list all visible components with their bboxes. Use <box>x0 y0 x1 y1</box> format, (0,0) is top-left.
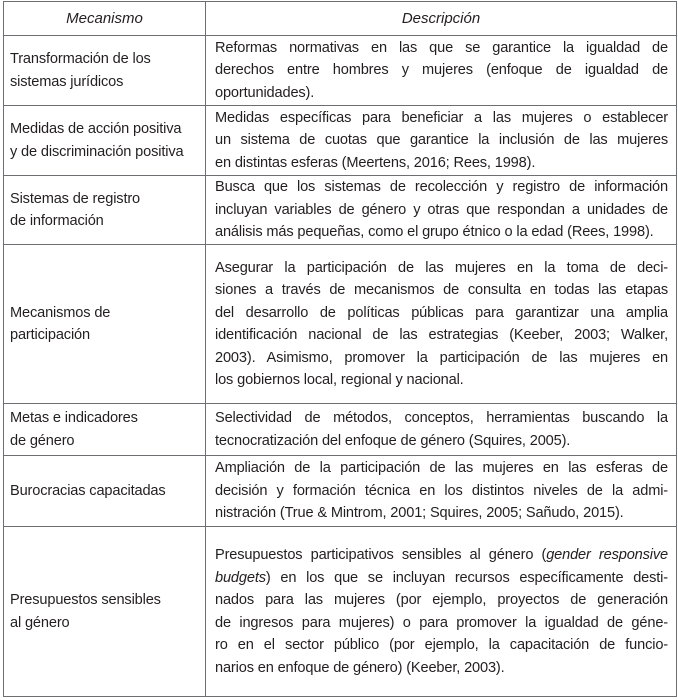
text-segment: de ingresos para mujeres) o para promover la igualdad de géne- <box>215 614 668 631</box>
descripcion-line <box>215 567 668 590</box>
descripcion-line <box>215 199 668 222</box>
table-row <box>4 456 677 527</box>
descripcion-line <box>215 457 668 480</box>
descripcion-line <box>215 544 668 567</box>
mecanismo-line: Presupuestos sensibles <box>10 592 161 608</box>
header-mecanismo: Mecanismo <box>4 2 206 36</box>
mecanismo-line: al género <box>10 614 70 631</box>
text-segment: Busca que los sistemas de recolección y registro de información <box>215 179 668 196</box>
text-segment: los gobiernos local, regional y nacional. <box>215 372 464 388</box>
descripcion-line <box>215 176 668 199</box>
mecanismo-cell <box>4 245 206 404</box>
text-segment: ) en los que se incluyan recursos específicamente desti- <box>265 569 668 586</box>
text-segment: 2003). Asimismo, promover la participación de las mujeres en <box>215 349 668 366</box>
descripcion-cell <box>206 106 677 176</box>
text-segment: identificación nacional de las estrategias (Keeber, 2003; Walker, <box>215 327 668 343</box>
descripcion-line <box>215 302 668 325</box>
descripcion-line <box>215 612 668 635</box>
text-segment: derechos entre hombres y mujeres (enfoque de igualdad de <box>215 62 668 79</box>
text-segment: Reformas normativas en las que se garantice la igualdad de <box>215 39 668 56</box>
descripcion-line <box>215 480 668 503</box>
descripcion-line <box>215 589 668 612</box>
descripcion-cell <box>206 176 677 245</box>
mecanismo-cell <box>4 404 206 456</box>
mecanismo-line: Transformación de los <box>10 51 151 67</box>
descripcion-line <box>215 430 668 453</box>
descripcion-line <box>215 347 668 370</box>
header-row <box>4 2 677 36</box>
text-segment: Ampliación de la participación de las mujeres en las esferas de <box>215 460 668 477</box>
text-segment: Medidas específicas para beneficiar a las mujeres o establecer <box>215 109 668 126</box>
table-row <box>4 404 677 456</box>
mecanismo-line: sistemas jurídicos <box>10 73 124 90</box>
descripcion-line <box>215 37 668 60</box>
mechanisms-table <box>3 1 677 697</box>
descripcion-cell <box>206 36 677 106</box>
text-segment: Selectividad de métodos, conceptos, herramientas buscando la <box>215 410 668 426</box>
text-segment: un sistema de cuotas que garantice la inclusión de las mujeres <box>215 132 668 149</box>
descripcion-line <box>215 152 668 175</box>
mecanismo-line: Mecanismos de <box>10 304 111 321</box>
text-segment: decisión y formación técnica en los distintos niveles de la admi- <box>215 482 668 499</box>
descripcion-line <box>215 502 668 525</box>
italic-text: budgets <box>215 569 266 586</box>
descripcion-line <box>215 407 668 430</box>
header-descripcion: Descripción <box>206 2 677 36</box>
table-row <box>4 106 677 176</box>
mecanismo-cell <box>4 176 206 245</box>
text-segment: Presupuestos participativos sensibles al género ( <box>215 547 547 563</box>
mecanismo-cell <box>4 106 206 176</box>
text-segment: siones a través de mecanismos de consulta en todas las etapas <box>215 282 668 298</box>
mecanismo-line: Medidas de acción positiva <box>10 121 182 137</box>
text-segment: análisis más pequeñas, como el grupo étnico o la edad (Rees, 1998). <box>215 224 654 241</box>
descripcion-line <box>215 59 668 82</box>
table-row <box>4 245 677 404</box>
text-segment: nados para las mujeres (por ejemplo, proyectos de generación <box>215 592 668 608</box>
italic-text: gender responsive <box>546 547 668 563</box>
mecanismo-line: y de discriminación positiva <box>10 143 184 160</box>
descripcion-line <box>215 657 668 680</box>
descripcion-cell <box>206 404 677 456</box>
descripcion-line <box>215 324 668 347</box>
mecanismo-cell <box>4 36 206 106</box>
mecanismo-line: Metas e indicadores <box>10 410 138 426</box>
text-segment: narios en enfoque de género) (Keeber, 2003). <box>215 659 505 676</box>
table-row <box>4 36 677 106</box>
descripcion-line <box>215 369 668 392</box>
mecanismo-line: de género <box>10 432 75 449</box>
text-segment: ro en el sector público (por ejemplo, la capacitación de funcio- <box>215 637 668 653</box>
descripcion-cell <box>206 527 677 697</box>
descripcion-line <box>215 634 668 657</box>
descripcion-cell <box>206 245 677 404</box>
descripcion-line <box>215 257 668 280</box>
table-body <box>4 36 677 697</box>
text-segment: nistración (True & Mintrom, 2001; Squires, 2005; Sañudo, 2015). <box>215 505 624 522</box>
descripcion-line <box>215 82 668 105</box>
table-row <box>4 527 677 697</box>
text-segment: en distintas esferas (Meertens, 2016; Rees, 1998). <box>215 154 536 171</box>
descripcion-line <box>215 221 668 244</box>
text-segment: incluyan variables de género y otras que respondan a unidades de <box>215 201 668 218</box>
table-row <box>4 176 677 245</box>
mecanismo-line: Sistemas de registro <box>10 190 141 207</box>
text-segment: oportunidades). <box>215 84 315 101</box>
descripcion-cell <box>206 456 677 527</box>
mecanismo-line: de información <box>10 213 104 229</box>
text-segment: tecnocratización del enfoque de género (Squires, 2005). <box>215 432 571 449</box>
mecanismo-cell <box>4 456 206 527</box>
descripcion-line <box>215 279 668 302</box>
mecanismo-cell <box>4 527 206 697</box>
descripcion-line <box>215 129 668 152</box>
descripcion-line <box>215 107 668 130</box>
mecanismo-line: participación <box>10 327 90 343</box>
mecanismo-line: Burocracias capacitadas <box>10 482 166 499</box>
text-segment: del desarrollo de políticas públicas para garantizar una amplia <box>215 304 668 321</box>
text-segment: Asegurar la participación de las mujeres en la toma de deci- <box>215 259 668 276</box>
